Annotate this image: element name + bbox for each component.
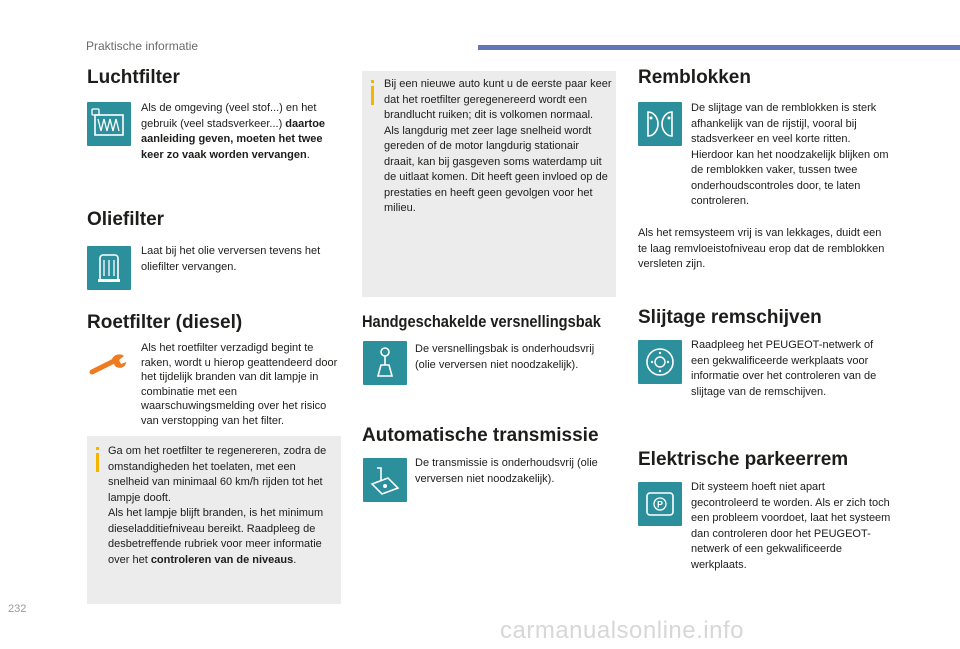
brake-disc-icon	[638, 340, 682, 384]
parkeerrem-text: Dit systeem hoeft niet apart gecontroleerd te worden. Als er zich toch een probleem voordoet, laat het systeem dan controleren door het PEUGEOT-netwerk of een gekwalificeerde werkplaats.	[691, 481, 891, 571]
roetfilter-tip-text	[108, 444, 336, 568]
handgeschakelde-text: De versnellingsbak is onderhoudsvrij (olie verversen niet noodzakelijk).	[415, 343, 595, 371]
luchtfilter-text-post: .	[306, 148, 310, 161]
heading-roetfilter: Roetfilter (diesel)	[87, 312, 243, 333]
roetfilter-tip-p2-bold: controleren van de niveaus	[150, 553, 294, 566]
luchtfilter-text-pre: Als de omgeving (veel stof...) en het gebruik (veel stadsverkeer...)	[141, 102, 317, 130]
new-car-tip-p1: Bij een nieuwe auto kunt u de eerste paar keer dat het roetfilter geregenereerd wordt een brandlucht ruiken; dit is volkomen normaal.	[384, 78, 612, 121]
heading-parkeerrem: Elektrische parkeerrem	[638, 449, 849, 470]
luchtfilter-text	[141, 101, 341, 163]
roetfilter-text: Als het roetfilter verzadigd begint te raken, wordt u hierop geattendeerd door het tijdelijk branden van dit lampje in combinatie met een waarschuwingsmelding over het risico van verstopping van het filter.	[141, 342, 338, 427]
heading-remblokken: Remblokken	[638, 67, 751, 88]
luchtfilter-text-bold: daartoe aanleiding geven, moeten het twee keer zo vaak worden vervangen	[141, 117, 326, 161]
roetfilter-tip-p2-post: .	[293, 553, 297, 566]
automatic-gearbox-icon	[363, 458, 407, 502]
heading-luchtfilter: Luchtfilter	[87, 67, 180, 88]
roetfilter-tip-p1: Ga om het roetfilter te regenereren, zodra de omstandigheden het toelaten, met een snelheid van minimaal 60 km/h rijden tot het lampje dooft.	[108, 445, 327, 504]
remblokken-text: De slijtage van de remblokken is sterk afhankelijk van de rijstijl, vooral bij stadsverkeer en veel korte ritten. Hierdoor kan het noodzakelijk blijken om de remblokken vaker, tussen twee onderhoudscontroles door, te laten controleren.	[691, 102, 889, 207]
remblokken-text-2: Als het remsysteem vrij is van lekkages, duidt een te laag remvloeistofniveau erop dat de remblokken versleten zijn.	[638, 227, 885, 270]
watermark: carmanualsonline.info	[500, 617, 744, 644]
automatische-text: De transmissie is onderhoudsvrij (olie verversen niet noodzakelijk).	[415, 457, 598, 485]
cabin-air-filter-icon	[87, 102, 131, 146]
heading-remschijven: Slijtage remschijven	[638, 307, 822, 328]
roetfilter-tip-p2-pre: Als het lampje blijft branden, is het minimum dieseladditiefniveau bereikt. Raadpleeg de desbetreffende rubriek voor meer informatie over het	[108, 507, 324, 566]
oliefilter-text: Laat bij het olie verversen tevens het oliefilter vervangen.	[141, 245, 321, 273]
oil-filter-icon	[87, 246, 131, 290]
brake-pads-icon	[638, 102, 682, 146]
new-car-tip-p2: Als langdurig met zeer lage snelheid wordt gereden of de motor langdurig stationair draait, kan bij gasgeven soms waterdamp uit de uitlaat komen. Dit heeft geen invloed op de prestaties en heeft geen gevolgen voor het milieu.	[384, 124, 608, 214]
header-accent-bar	[478, 45, 960, 50]
svg-text:P: P	[656, 499, 664, 510]
manual-gearbox-icon	[363, 341, 407, 385]
roetfilter-tip-marker	[96, 453, 99, 472]
heading-handgeschakelde: Handgeschakelde versnellingsbak	[362, 312, 601, 331]
new-car-tip-marker	[371, 86, 374, 105]
remschijven-text: Raadpleeg het PEUGEOT-netwerk of een gekwalificeerde werkplaats voor informatie over het controleren van de slijtage van de remschijven.	[691, 339, 877, 398]
page-number: 232	[8, 603, 27, 615]
heading-oliefilter: Oliefilter	[87, 209, 165, 230]
heading-automatische: Automatische transmissie	[362, 425, 599, 446]
wrench-icon	[88, 352, 130, 376]
electric-parking-brake-icon	[638, 482, 682, 526]
section-label: Praktische informatie	[86, 39, 199, 53]
new-car-tip-text	[384, 77, 612, 217]
